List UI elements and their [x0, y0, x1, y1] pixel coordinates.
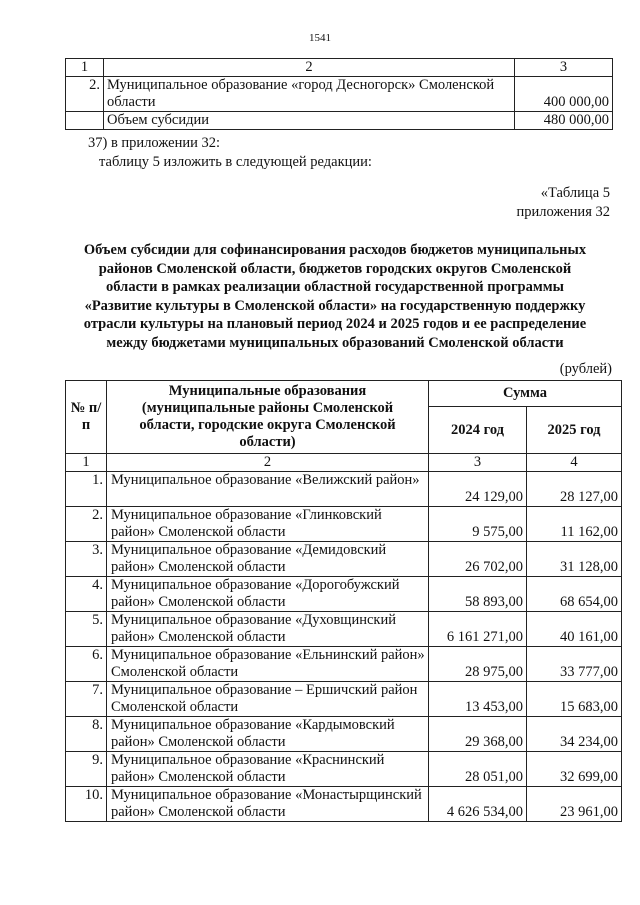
value-2024: 26 702,00 [429, 542, 527, 577]
row-number: 3. [66, 542, 107, 577]
title-line: «Развитие культуры в Смоленской области» на государственную поддержку [84, 297, 586, 314]
row-number: 9. [66, 752, 107, 787]
value-2025: 33 777,00 [527, 647, 622, 682]
table-row [66, 577, 622, 612]
value-2025: 23 961,00 [527, 787, 622, 822]
value-2024: 24 129,00 [429, 472, 527, 507]
table-row [66, 717, 622, 752]
value-2024: 13 453,00 [429, 682, 527, 717]
index-cell: 2 [107, 454, 429, 472]
table-ref-line-1: «Таблица 5 [540, 185, 610, 201]
title-line: районов Смоленской области, бюджетов городских округов Смоленской [98, 260, 572, 277]
row-name: Муниципальное образование «Велижский район» [107, 472, 429, 507]
table-row [66, 647, 622, 682]
intro-line-2: таблицу 5 изложить в следующей редакции: [99, 154, 372, 170]
table-row [66, 542, 622, 577]
row-name: Муниципальное образование «Кардымовский район» Смоленской области [107, 717, 429, 752]
row-number: 8. [66, 717, 107, 752]
header-num: № п/п [66, 381, 107, 454]
row-name: Муниципальное образование «Духовщинский район» Смоленской области [107, 612, 429, 647]
table-row [66, 787, 622, 822]
intro-line-1: 37) в приложении 32: [88, 135, 221, 151]
title-line: между бюджетами муниципальных образований Смоленской области [106, 334, 564, 351]
value-2024: 6 161 271,00 [429, 612, 527, 647]
value-2025: 11 162,00 [527, 507, 622, 542]
table-row [66, 507, 622, 542]
value-2024: 29 368,00 [429, 717, 527, 752]
row-name: Муниципальное образование «Ельнинский район» Смоленской области [107, 647, 429, 682]
row-number: 4. [66, 577, 107, 612]
row-name: Муниципальное образование «Монастырщинский район» Смоленской области [107, 787, 429, 822]
index-cell: 3 [515, 59, 613, 77]
header-row [66, 381, 622, 407]
row-number: 7. [66, 682, 107, 717]
index-cell: 4 [527, 454, 622, 472]
index-row [66, 454, 622, 472]
index-row [66, 59, 613, 77]
row-number: 2. [66, 77, 104, 112]
title-line: отрасли культуры на плановый период 2024 и 2025 годов и ее распределение [83, 316, 587, 332]
index-cell: 2 [104, 59, 515, 77]
page-number: 1541 [309, 32, 331, 44]
units-label: (рублей) [559, 361, 612, 377]
value-2024: 9 575,00 [429, 507, 527, 542]
table-row [66, 77, 613, 112]
row-name: Муниципальное образование «город Десногорск» Смоленской области [104, 77, 515, 112]
index-cell: 1 [66, 454, 107, 472]
row-number: 2. [66, 507, 107, 542]
table-row [66, 752, 622, 787]
value-2025: 28 127,00 [527, 472, 622, 507]
value-2025: 15 683,00 [527, 682, 622, 717]
row-name: Муниципальное образование «Демидовский район» Смоленской области [107, 542, 429, 577]
header-2025: 2025 год [527, 407, 622, 454]
value-2024: 28 051,00 [429, 752, 527, 787]
row-number: 10. [66, 787, 107, 822]
row-value: 480 000,00 [515, 112, 613, 130]
previous-table-fragment [65, 58, 613, 130]
row-name: Муниципальное образование «Дорогобужский район» Смоленской области [107, 577, 429, 612]
index-cell: 1 [66, 59, 104, 77]
row-number: 6. [66, 647, 107, 682]
value-2025: 34 234,00 [527, 717, 622, 752]
subsidy-table [65, 380, 622, 822]
row-name: Муниципальное образование – Ершичский район Смоленской области [107, 682, 429, 717]
table-row [66, 682, 622, 717]
row-number: 5. [66, 612, 107, 647]
value-2025: 31 128,00 [527, 542, 622, 577]
value-2025: 68 654,00 [527, 577, 622, 612]
table-row [66, 112, 613, 130]
value-2025: 32 699,00 [527, 752, 622, 787]
row-number: 1. [66, 472, 107, 507]
header-2024: 2024 год [429, 407, 527, 454]
row-name: Объем субсидии [104, 112, 515, 130]
table-row [66, 472, 622, 507]
document-title [50, 241, 620, 352]
table-body [66, 472, 622, 822]
table-row [66, 612, 622, 647]
row-number [66, 112, 104, 130]
row-value: 400 000,00 [515, 77, 613, 112]
row-name: Муниципальное образование «Краснинский район» Смоленской области [107, 752, 429, 787]
table-ref-line-2: приложения 32 [516, 204, 610, 220]
value-2024: 58 893,00 [429, 577, 527, 612]
row-name: Муниципальное образование «Глинковский район» Смоленской области [107, 507, 429, 542]
header-sum: Сумма [429, 381, 622, 407]
value-2024: 4 626 534,00 [429, 787, 527, 822]
index-cell: 3 [429, 454, 527, 472]
header-name: Муниципальные образования (муниципальные районы Смоленской области, городские округа Смоленской области) [107, 381, 429, 454]
title-line: области в рамках реализации областной государственной программы [106, 279, 564, 295]
value-2025: 40 161,00 [527, 612, 622, 647]
value-2024: 28 975,00 [429, 647, 527, 682]
title-line: Объем субсидии для софинансирования расходов бюджетов муниципальных [83, 242, 587, 258]
